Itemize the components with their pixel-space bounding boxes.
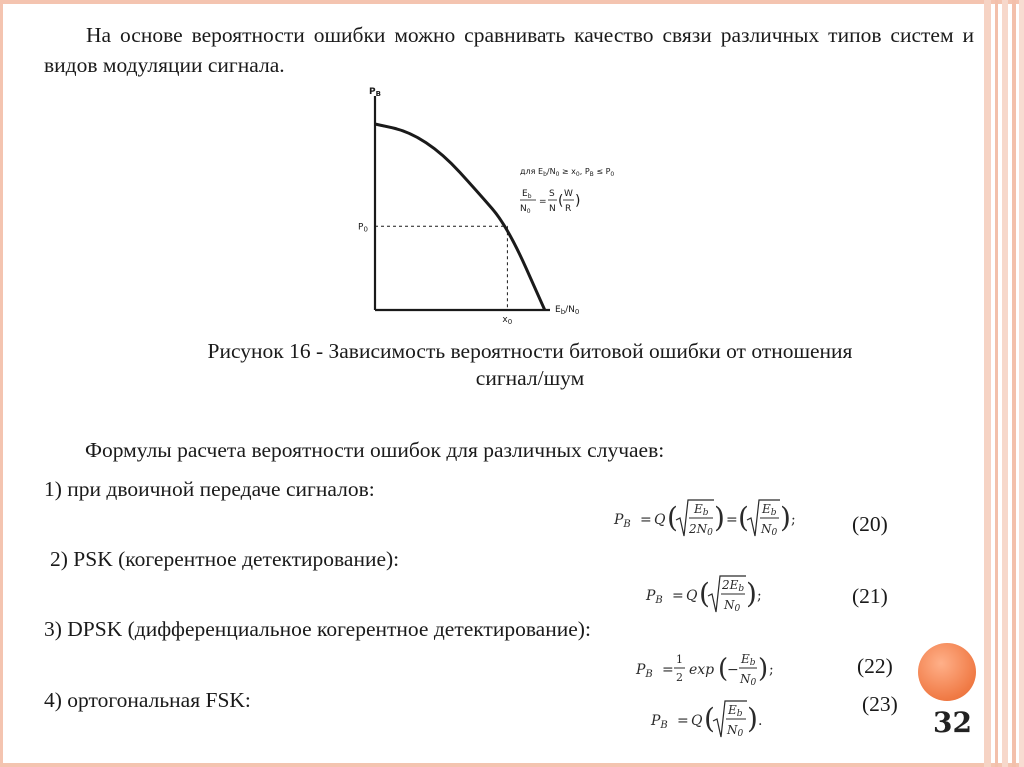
svg-text:Eb: Eb <box>741 652 756 668</box>
svg-text:−: − <box>727 662 739 678</box>
svg-text:): ) <box>780 501 791 534</box>
intro-paragraph <box>44 20 974 80</box>
svg-text:): ) <box>746 577 757 610</box>
case-2-label: 2) PSK (когерентное детектирование): <box>50 547 400 571</box>
frame-top <box>0 0 1024 4</box>
svg-text:N0: N0 <box>740 672 757 688</box>
svg-text:(: ( <box>667 501 678 534</box>
svg-text:Eb: $E_b$ <box>522 189 532 200</box>
annotation-condition: для $E_b/N_0 \ge x_0$, $P_B \le P_0$ <box>520 167 615 178</box>
svg-text:): ) <box>714 501 725 534</box>
annotation-formula <box>520 189 580 215</box>
svg-text:PB: $P_B$ <box>651 713 668 731</box>
svg-text:(: ( <box>704 702 715 735</box>
svg-text:N: N <box>549 204 556 214</box>
svg-text:(: ( <box>718 654 729 684</box>
svg-text:;: ; <box>769 662 774 678</box>
svg-text:2Eb: 2Eb <box>722 578 745 594</box>
svg-text:): ) <box>575 193 581 209</box>
border-stripe-4 <box>1012 0 1016 767</box>
svg-text:exp: exp <box>689 662 715 678</box>
svg-text:PB: $P_B$ <box>614 512 631 530</box>
svg-text:N0: N0 <box>727 723 744 739</box>
svg-text:N0: N0 <box>724 598 741 614</box>
caption-line-2: сигнал/шум <box>475 366 585 390</box>
svg-text:S: S <box>549 189 555 199</box>
formula-number-22: (22) <box>857 654 893 678</box>
svg-text:.: . <box>758 713 763 729</box>
svg-text:R: R <box>565 204 572 214</box>
svg-text:;: ; <box>757 588 762 604</box>
svg-text:=: = <box>726 512 738 528</box>
svg-text:): ) <box>747 702 758 735</box>
svg-text:PB: $P_B$ <box>646 588 663 606</box>
svg-text:Eb: Eb <box>728 703 743 719</box>
svg-text:Q: Q <box>686 588 698 604</box>
svg-text:=: = <box>539 197 547 207</box>
intro-text: На основе вероятности ошибки можно сравнивать качество связи различных типов систем и видов модуляции сигнала. <box>44 23 974 77</box>
svg-text:N0: $N_0$ <box>520 204 531 215</box>
svg-text:N0: N0 <box>761 522 778 538</box>
y-axis-label: $P_B$ <box>369 87 381 98</box>
svg-text:(: ( <box>558 193 564 209</box>
x0-label: $x_0$ <box>502 315 513 326</box>
case-3-label: 3) DPSK (дифференциальное когерентное детектирование): <box>44 617 591 641</box>
border-stripe-3 <box>1002 0 1008 767</box>
case-1-label: 1) при двоичной передаче сигналов: <box>44 477 375 501</box>
svg-text:): ) <box>758 654 769 684</box>
svg-text:1: 1 <box>676 653 683 666</box>
accent-circle <box>918 643 976 701</box>
formula-23 <box>645 693 775 745</box>
caption-line-1: Рисунок 16 - Зависимость вероятности битовой ошибки от отношения <box>207 339 853 363</box>
svg-text:(: ( <box>699 577 710 610</box>
formulas-heading: Формулы расчета вероятности ошибок для различных случаев: <box>85 438 665 462</box>
svg-text:=: = <box>640 512 652 528</box>
formula-number-21: (21) <box>852 584 888 608</box>
svg-text:=: = <box>662 662 674 678</box>
svg-text:=: = <box>677 713 689 729</box>
formula-number-23: (23) <box>862 692 898 716</box>
svg-text:=: = <box>672 588 684 604</box>
svg-text:Q: Q <box>654 512 666 528</box>
x-axis-label: $E_b/N_0$ <box>555 305 580 316</box>
frame-left <box>0 0 3 767</box>
formula-22 <box>630 644 780 694</box>
ber-curve <box>375 124 545 310</box>
formula-21 <box>640 568 780 620</box>
svg-text:PB: $P_B$ <box>636 662 653 680</box>
svg-text:2: 2 <box>676 671 683 684</box>
svg-text:2N0: 2N0 <box>689 522 713 538</box>
svg-text:Eb: Eb <box>762 502 777 518</box>
svg-text:Eb: Eb <box>694 502 709 518</box>
svg-text:W: W <box>564 189 573 199</box>
frame-bottom <box>0 763 1024 767</box>
page-number: 32 <box>933 706 972 739</box>
formula-20 <box>610 492 810 544</box>
case-4-label: 4) ортогональная FSK: <box>44 688 251 712</box>
border-stripe-5 <box>1019 0 1024 767</box>
figure-caption <box>60 338 1000 392</box>
ber-chart <box>350 84 650 329</box>
formula-number-20: (20) <box>852 512 888 536</box>
svg-text:(: ( <box>738 501 749 534</box>
svg-text:;: ; <box>791 512 796 528</box>
p0-label: $P_0$ <box>358 222 368 234</box>
svg-text:Q: Q <box>691 713 703 729</box>
